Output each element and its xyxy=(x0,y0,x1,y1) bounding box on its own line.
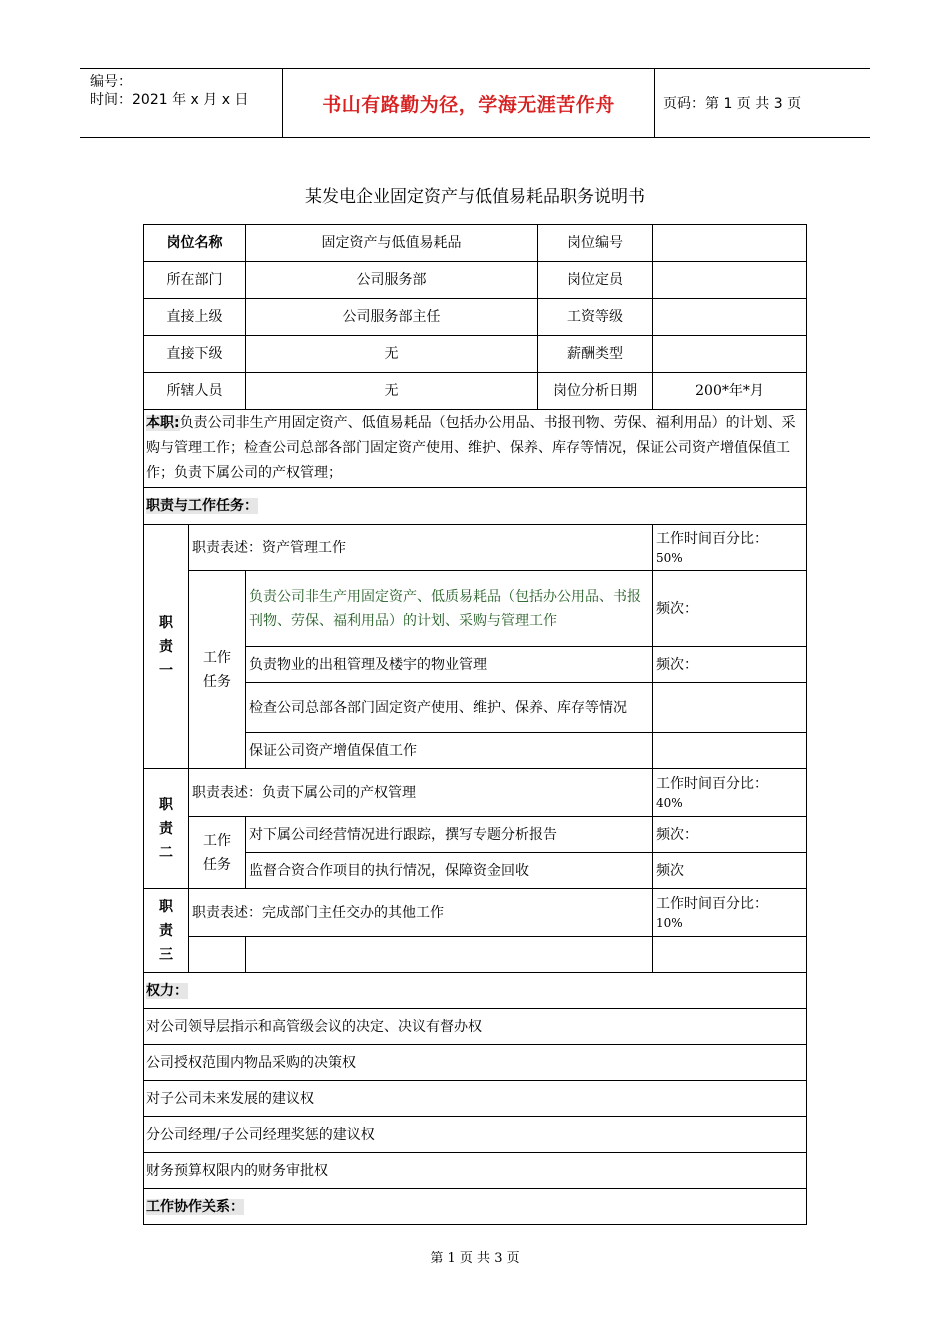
duty-1-task-label: 工作任务 xyxy=(203,649,231,690)
tasks-header-cell xyxy=(144,488,807,525)
duty-1-task-4: 保证公司资产增值保值工作 xyxy=(246,733,653,769)
label-analysis-date: 岗位分析日期 xyxy=(553,383,637,399)
duty-3-title-cell xyxy=(144,889,189,973)
duty-2-task-label-cell xyxy=(189,817,246,889)
duty-1-task-label-cell xyxy=(189,571,246,769)
duty-2-task-1: 对下属公司经营情况进行跟踪，撰写专题分析报告 xyxy=(246,817,653,853)
rights-item: 公司授权范围内物品采购的决策权 xyxy=(144,1045,807,1081)
basic-row-1-mid xyxy=(246,225,653,262)
duty-1-pct-cell xyxy=(653,525,807,571)
duty-2-title-cell xyxy=(144,769,189,889)
duty-2-freq-1: 频次： xyxy=(653,817,807,853)
duty-1-task-3: 检查公司总部各部门固定资产使用、维护、保养、库存等情况 xyxy=(246,683,653,733)
rights-header-cell xyxy=(144,973,807,1009)
label-position-name: 岗位名称 xyxy=(144,225,246,262)
duty-2-title: 职责二 xyxy=(159,796,173,861)
duty-1-freq-4 xyxy=(653,733,807,769)
duty-3-empty-b xyxy=(246,937,653,973)
label-direct-subordinate: 直接下级 xyxy=(144,336,246,373)
label-position-code: 岗位编号 xyxy=(567,235,623,251)
rights-header: 权力： xyxy=(146,982,188,999)
value-direct-superior: 公司服务部主任 xyxy=(246,299,538,335)
page-info: 页码：第 1 页 共 3 页 xyxy=(663,96,802,112)
duty-1-title: 职责一 xyxy=(159,614,173,679)
duty-2-task-label: 工作任务 xyxy=(203,832,231,873)
label-headcount: 岗位定员 xyxy=(567,272,623,288)
page-footer: 第 1 页 共 3 页 xyxy=(430,1251,520,1266)
rights-item: 分公司经理/子公司经理奖惩的建议权 xyxy=(144,1117,807,1153)
duty-1-title-cell xyxy=(144,525,189,769)
label-direct-superior: 直接上级 xyxy=(144,299,246,336)
duty-2-pct: 40% xyxy=(656,795,683,810)
coop-header-cell xyxy=(144,1189,807,1225)
duty-3-pct-label: 工作时间百分比： xyxy=(656,895,768,912)
duty-label: 本职: xyxy=(146,415,180,431)
rights-item: 财务预算权限内的财务审批权 xyxy=(144,1153,807,1189)
tasks-header: 职责与工作任务： xyxy=(146,498,258,514)
duty-1-pct-label: 工作时间百分比： xyxy=(656,530,768,547)
duty-1-freq-1: 频次： xyxy=(653,571,807,647)
value-department: 公司服务部 xyxy=(246,262,538,298)
basic-row-3-mid xyxy=(246,299,653,336)
duty-2-freq-2: 频次 xyxy=(653,853,807,889)
value-headcount xyxy=(653,262,807,299)
duty-1-freq-2: 频次： xyxy=(653,647,807,683)
label-department: 所在部门 xyxy=(144,262,246,299)
value-pay-type xyxy=(653,336,807,373)
duty-summary-cell xyxy=(144,410,807,488)
label-salary-grade: 工资等级 xyxy=(567,309,623,325)
value-analysis-date: 200*年*月 xyxy=(653,373,807,410)
code-label: 编号： xyxy=(90,74,132,90)
duty-3-empty-c xyxy=(653,937,807,973)
duty-2-pct-label: 工作时间百分比： xyxy=(656,775,768,792)
value-position-code xyxy=(653,225,807,262)
value-direct-subordinate: 无 xyxy=(246,336,538,372)
duty-2-desc: 职责表述：负责下属公司的产权管理 xyxy=(189,769,653,817)
basic-row-4-mid xyxy=(246,336,653,373)
value-staff: 无 xyxy=(246,373,538,409)
document-title: 某发电企业固定资产与低值易耗品职务说明书 xyxy=(305,187,645,207)
header-meta xyxy=(80,69,283,137)
basic-row-5-mid xyxy=(246,373,653,410)
header-motto-cell xyxy=(283,69,655,137)
duty-3-pct: 10% xyxy=(656,915,683,930)
duty-3-pct-cell xyxy=(653,889,807,937)
job-description-table xyxy=(143,224,807,1225)
rights-item: 对子公司未来发展的建议权 xyxy=(144,1081,807,1117)
duty-2-pct-cell xyxy=(653,769,807,817)
duty-1-freq-3 xyxy=(653,683,807,733)
label-pay-type: 薪酬类型 xyxy=(567,346,623,362)
duty-3-empty-a xyxy=(189,937,246,973)
duty-1-task-1: 负责公司非生产用固定资产、低质易耗品（包括办公用品、书报刊物、劳保、福利用品）的计划、采购与管理工作 xyxy=(246,571,653,647)
header-page-cell xyxy=(655,69,870,137)
duty-1-pct: 50% xyxy=(656,550,683,565)
duty-2-task-2: 监督合资合作项目的执行情况，保障资金回收 xyxy=(246,853,653,889)
value-salary-grade xyxy=(653,299,807,336)
page-header xyxy=(80,68,870,138)
duty-3-desc: 职责表述：完成部门主任交办的其他工作 xyxy=(189,889,653,937)
motto: 书山有路勤为径，学海无涯苦作舟 xyxy=(322,93,615,116)
time-label: 时间：2021 年 x 月 x 日 xyxy=(90,92,249,108)
basic-row-2-mid xyxy=(246,262,653,299)
duty-3-title: 职责三 xyxy=(159,898,173,963)
value-position-name: 固定资产与低值易耗品 xyxy=(246,225,538,261)
duty-text: 负责公司非生产用固定资产、低值易耗品（包括办公用品、书报刊物、劳保、福利用品）的计划、采购与管理工作；检查公司总部各部门固定资产使用、维护、保养、库存等情况，保证公司资产增值保值工作；负责下属公司的产权管理； xyxy=(146,415,796,481)
duty-1-desc: 职责表述：资产管理工作 xyxy=(189,525,653,571)
coop-header: 工作协作关系： xyxy=(146,1198,244,1215)
label-staff: 所辖人员 xyxy=(144,373,246,410)
duty-1-task-2: 负责物业的出租管理及楼宇的物业管理 xyxy=(246,647,653,683)
rights-item: 对公司领导层指示和高管级会议的决定、决议有督办权 xyxy=(144,1009,807,1045)
